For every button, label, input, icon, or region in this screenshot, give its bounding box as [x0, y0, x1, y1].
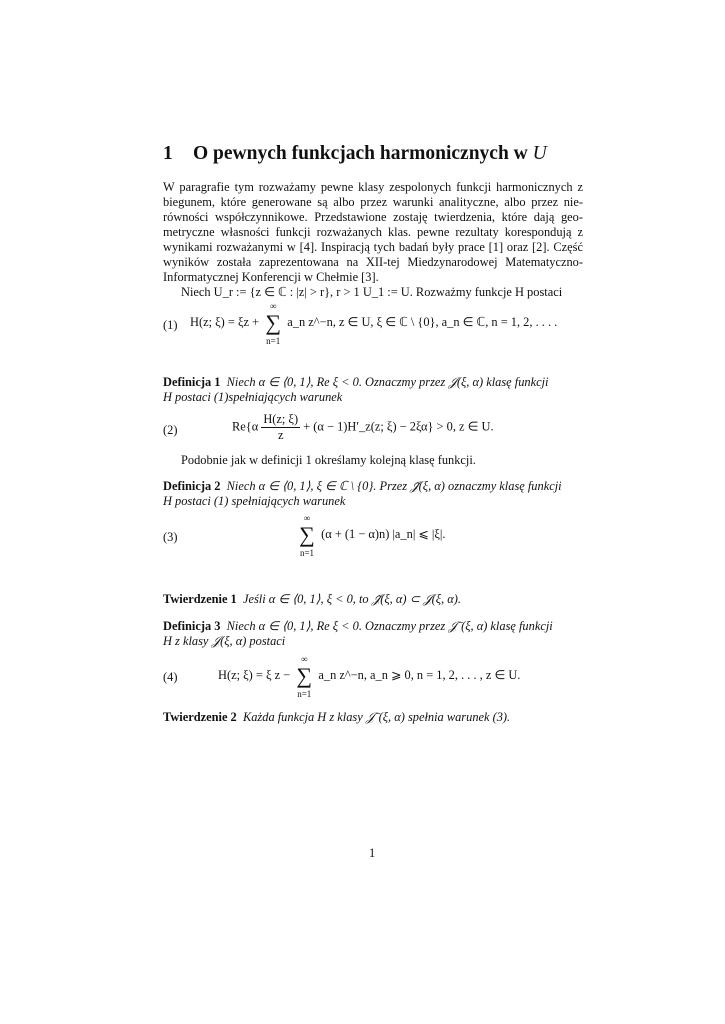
definition-2-line: Niech α ∈ ⟨0, 1⟩, ξ ∈ ℂ \ {0}. Przez 𝒥̃(ξ, α) oznaczmy klasę funkcji: [226, 479, 562, 493]
equation-2: [232, 412, 494, 443]
section-heading: [163, 143, 547, 165]
page-number: 1: [369, 846, 376, 860]
section-title: O pewnych funkcjach harmonicznych w: [193, 143, 528, 164]
sum-upper-limit: ∞: [269, 301, 277, 311]
sum-upper-limit: ∞: [301, 654, 308, 664]
equation-4-rhs: a_n z^−n, a_n ⩾ 0, n = 1, 2, . . . , z ∈ U.: [318, 667, 521, 682]
definition-3-line: Niech α ∈ ⟨0, 1⟩, Re ξ < 0. Oznaczmy przez 𝒥⁻(ξ, α) klasę funkcji: [226, 619, 553, 633]
section-number: 1: [163, 143, 173, 164]
sum-lower-limit: n=1: [299, 548, 315, 558]
fraction-denominator: z: [277, 428, 284, 442]
equation-2-post: + (α − 1)H′_z(z; ξ) − 2ξα} > 0, z ∈ U.: [303, 419, 494, 434]
sum-lower-limit: n=1: [297, 689, 312, 699]
equation-4: [218, 654, 521, 699]
intro-line: metryczne własności funkcji rozważanych klas. pewne rezultaty korespondują z: [163, 225, 583, 239]
definition-2-head: Definicja 2: [163, 479, 221, 493]
equation-1-rhs: a_n z^−n, z ∈ U, ξ ∈ ℂ \ {0}, a_n ∈ ℂ, n = 1, 2, . . . .: [287, 314, 558, 329]
fraction: [261, 412, 300, 443]
intro-line: wynikami rozważanymi w [4]. Inspiracją tych badań były prace [1] oraz [2]. Część: [163, 240, 583, 254]
theorem-2-head: Twierdzenie 2: [163, 710, 237, 724]
definition-3-line: H z klasy 𝒥(ξ, α) postaci: [163, 634, 286, 648]
intro-line: równości współczynnikowe. Przedstawione zostaję twierdzenia, które dają geo-: [163, 210, 583, 224]
equation-label: (1): [163, 318, 178, 332]
equation-3-body: (α + (1 − α)n) |a_n| ⩽ |ξ|.: [321, 526, 446, 541]
definition-1: [163, 375, 583, 405]
sum-symbol: ∞ ∑ n=1: [262, 312, 284, 334]
definition-1-line: Niech α ∈ ⟨0, 1⟩, Re ξ < 0. Oznaczmy przez 𝒥(ξ, α) klasę funkcji: [226, 375, 549, 389]
theorem-1-head: Twierdzenie 1: [163, 592, 237, 606]
sum-symbol: ∞ ∑ n=1: [296, 524, 318, 546]
definition-3: [163, 619, 583, 649]
theorem-2: [163, 710, 583, 725]
theorem-1-body: Jeśli α ∈ ⟨0, 1⟩, ξ < 0, to 𝒥̃(ξ, α) ⊂ 𝒥(ξ, α).: [242, 592, 461, 606]
definition-2-line: H postaci (1) spełniających warunek: [163, 494, 346, 508]
definition-3-head: Definicja 3: [163, 619, 221, 633]
niech-line: Niech U_r := {z ∈ ℂ : |z| > r}, r > 1 U_1 := U. Rozważmy funkcje H postaci: [181, 285, 563, 299]
definition-1-head: Definicja 1: [163, 375, 221, 389]
definition-1-line: H postaci (1)spełniających warunek: [163, 390, 343, 404]
intro-line: W paragrafie tym rozważamy pewne klasy zespolonych funkcji harmonicznych z: [163, 180, 583, 194]
section-title-variable: U: [532, 143, 547, 164]
intro-line: biegunem, które generowane są albo przez warunki analityczne, albo przez nie-: [163, 195, 583, 209]
equation-4-lhs: H(z; ξ) = ξ z −: [218, 667, 291, 682]
intro-line: wyników została zaprezentowana na XII-tej Miedzynarodowej Matematyczno-: [163, 255, 583, 269]
definition-2: [163, 479, 583, 509]
equation-2-pre: Re{α: [232, 419, 259, 434]
equation-3: [296, 513, 446, 558]
equation-label: (2): [163, 423, 178, 437]
intro-paragraph: [163, 180, 583, 300]
theorem-2-body: Każda funkcja H z klasy 𝒥⁻(ξ, α) spełnia warunek (3).: [242, 710, 511, 724]
equation-1-lhs: H(z; ξ) = ξz +: [190, 314, 260, 329]
sum-lower-limit: n=1: [266, 336, 281, 346]
fraction-numerator: H(z; ξ): [263, 412, 299, 426]
equation-label: (4): [163, 670, 178, 684]
podobnie-line: Podobnie jak w definicji 1 określamy kolejną klasę funkcji.: [181, 453, 476, 467]
intro-line: Informatycznej Konferencji w Chełmie [3].: [163, 270, 379, 284]
theorem-1: [163, 592, 583, 607]
equation-1: [190, 301, 558, 346]
podobnie-paragraph: [163, 453, 583, 468]
equation-label: (3): [163, 530, 178, 544]
sum-symbol: ∞ ∑ n=1: [293, 665, 315, 687]
sum-upper-limit: ∞: [303, 513, 311, 523]
